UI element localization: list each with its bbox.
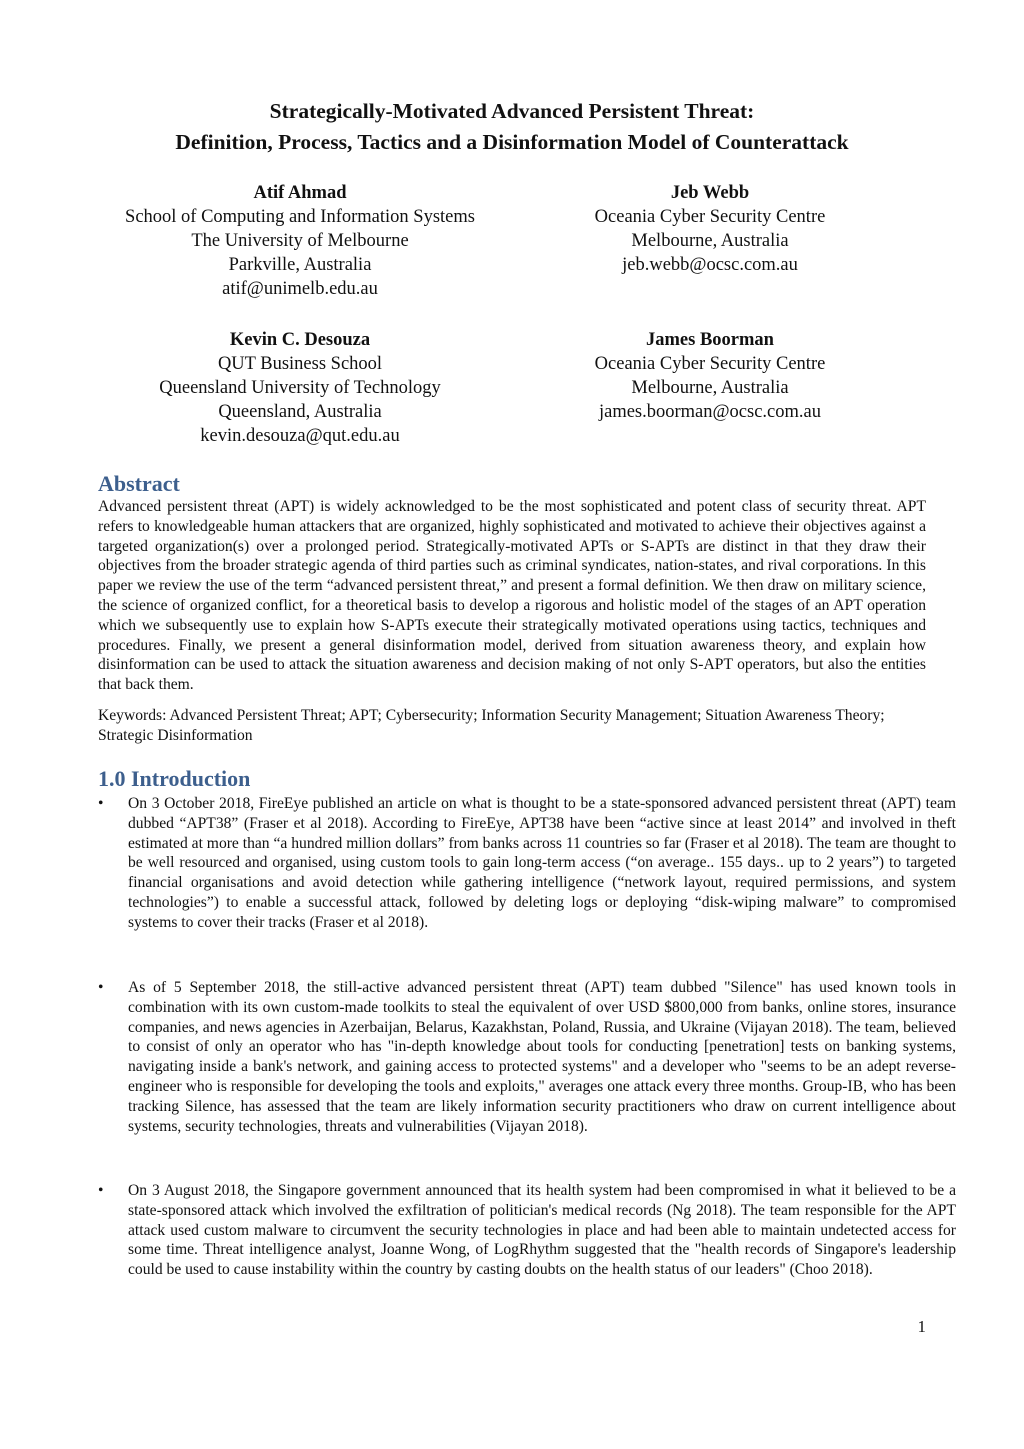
introduction-heading: 1.0 Introduction	[98, 766, 251, 791]
author-block	[530, 328, 890, 424]
author-name: Atif Ahmad	[253, 183, 347, 203]
author-affiliation: School of Computing and Information Systems	[125, 207, 475, 227]
author-affiliation: QUT Business School	[217, 354, 383, 374]
abstract-text: Advanced persistent threat (APT) is widely acknowledged to be the most sophisticated and potent class of security threat. APT refers to knowledgeable human attackers that are organized, highly sophisticated and motivated to achieve their objectives against a targeted organization(s) over a prolonged period. Strategically-motivated APTs or S-APTs are distinct in that they draw their objectives from the broader strategic agenda of third parties such as criminal syndicates, nation-states, and rival corporations. In this paper we review the use of the term “advanced persistent threat,” and present a formal definition. We then draw on military science, the science of organized conflict, for a theoretical basis to develop a rigorous and holistic model of the stages of an APT operation which we subsequently use to explain how S-APTs execute their strategically motivated operations using tactics, techniques and procedures. Finally, we present a general disinformation model, derived from situation awareness theory, and explain how disinformation can be used to attack the situation awareness and decision making of not only S-APT operators, but also the entities that back them.	[98, 498, 926, 694]
keywords: Keywords: Advanced Persistent Threat; APT; Cybersecurity; Information Security Management; Situation Awareness Theory; Strategic Disinformation	[98, 707, 885, 744]
author-location: Melbourne, Australia	[631, 231, 789, 251]
author-location: Melbourne, Australia	[631, 378, 789, 398]
author-name: Jeb Webb	[670, 183, 750, 203]
author-location: Parkville, Australia	[228, 255, 372, 275]
bullet-icon: •	[98, 979, 104, 996]
bullet-icon: •	[98, 795, 104, 812]
author-affiliation: Oceania Cyber Security Centre	[594, 207, 826, 227]
author-block	[90, 181, 510, 301]
list-item	[98, 978, 956, 1136]
title-line-2: Definition, Process, Tactics and a Disinformation Model of Counterattack	[175, 130, 849, 154]
bullet-text: As of 5 September 2018, the still-active advanced persistent threat (APT) team dubbed "Silence" has used known tools in combination with its own custom-made toolkits to steal the equivalent of over USD $800,000 from banks, online stores, insurance companies, and news agencies in Azerbaijan, Belarus, Kazakhstan, Poland, Russia, and Ukraine (Vijayan 2018). The team, believed to consist of only an operator who has "in-depth knowledge about tools for conducting [penetration] tests on banking systems, navigating inside a bank's network, and gaining access to protected systems" and a developer who "seems to be an adept reverse-engineer who is responsible for developing the tools and exploits," averages one attack every three months. Group-IB, who has been tracking Silence, has assessed that the team are likely information security practitioners who draw on current intelligence about systems, security technologies, threats and vulnerabilities (Vijayan 2018).	[128, 979, 956, 1135]
abstract-heading: Abstract	[98, 471, 180, 496]
bullet-text: On 3 October 2018, FireEye published an article on what is thought to be a state-sponsored advanced persistent threat (APT) team dubbed “APT38” (Fraser et al 2018). According to FireEye, APT38 have been “active since at least 2014” and involved in theft estimated at more than “a hundred million dollars” from banks across 11 countries so far (Fraser et al 2018). The team are thought to be well resourced and organised, using custom tools to gain long-term access (“on average.. 155 days.. up to 2 years”) to targeted financial organisations and avoid detection while gathering intelligence (“network layout, required permissions, and system technologies”) to enable a successful attack, followed by deleting logs or deploying “disk-wiping malware” to compromised systems to cover their tracks (Fraser et al 2018).	[128, 795, 956, 931]
author-affiliation: Queensland University of Technology	[159, 378, 441, 398]
author-email: james.boorman@ocsc.com.au	[598, 402, 821, 422]
author-affiliation: Oceania Cyber Security Centre	[594, 354, 826, 374]
author-name: James Boorman	[646, 330, 774, 350]
author-affiliation: The University of Melbourne	[191, 231, 409, 251]
paper-title	[60, 96, 964, 158]
author-block	[530, 181, 890, 277]
author-email: kevin.desouza@qut.edu.au	[200, 426, 400, 446]
bullet-text: On 3 August 2018, the Singapore government announced that its health system had been compromised in what it believed to be a state-sponsored attack which involved the exfiltration of politician's medical records (Ng 2018). The team responsible for the APT attack used custom malware to circumvent the security technologies in place and had been able to maintain undetected access for some time. Threat intelligence analyst, Joanne Wong, of LogRhythm suggested that the "health records of Singapore's leadership could be used to cause instability within the country by casting doubts on the health status of our leaders" (Choo 2018).	[128, 1182, 956, 1279]
bullet-icon: •	[98, 1182, 104, 1199]
author-email: atif@unimelb.edu.au	[222, 279, 378, 299]
list-item	[98, 1181, 956, 1280]
title-line-1: Strategically-Motivated Advanced Persistent Threat:	[269, 99, 755, 123]
author-email: jeb.webb@ocsc.com.au	[622, 255, 798, 275]
author-location: Queensland, Australia	[218, 402, 382, 422]
author-name: Kevin C. Desouza	[229, 330, 371, 350]
author-block	[90, 328, 510, 448]
page-number: 1	[917, 1317, 926, 1336]
list-item	[98, 794, 956, 933]
